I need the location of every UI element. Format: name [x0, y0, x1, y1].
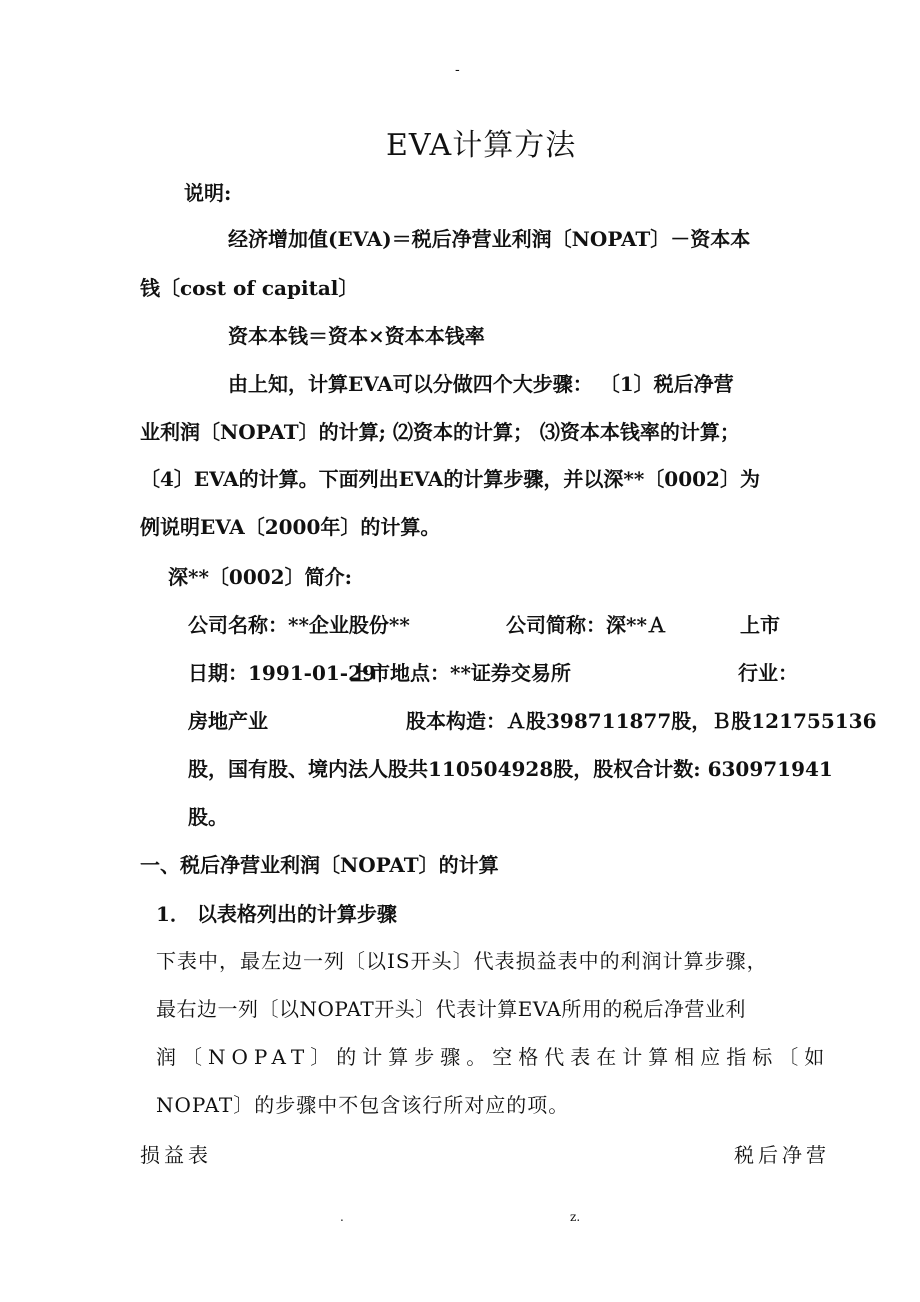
steps-line3: 〔4〕EVA的计算。下面列出EVA的计算步骤，并以深**〔0002〕为: [140, 467, 760, 491]
table-header-left: 损益表: [140, 1143, 212, 1167]
company-industry: 房地产业: [188, 709, 268, 733]
company-share-structure: 股本构造：Ａ股398711877股，Ｂ股121755136: [406, 709, 877, 733]
formula2: 资本本钱＝资本×资本本钱率: [228, 324, 485, 348]
footer-left: .: [340, 1210, 344, 1224]
company-short-name: 公司简称：深**Ａ: [506, 613, 667, 637]
section1-heading: 一、税后净营业利润〔NOPAT〕的计算: [140, 853, 499, 877]
section1-para-line3: 润〔NOPAT〕的计算步骤。空格代表在计算相应指标〔如: [156, 1045, 831, 1069]
section1-para-line1: 下表中，最左边一列〔以IS开头〕代表损益表中的利润计算步骤，: [156, 949, 768, 973]
company-listing-place: 上市地点：**证券交易所: [350, 661, 571, 685]
steps-line2: 业利润〔NOPAT〕的计算; ⑵资本的计算； ⑶资本本钱率的计算；: [140, 420, 740, 444]
section1-subheading: 1． 以表格列出的计算步骤: [156, 902, 397, 926]
footer-right: z.: [570, 1210, 581, 1224]
company-share-line3: 股。: [188, 805, 228, 829]
formula1-line1: 经济增加值(EVA)＝税后净营业利润〔NOPAT〕－资本本: [228, 227, 751, 251]
company-listing-date: 日期：1991-01-29: [188, 661, 376, 685]
company-name: 公司名称：**企业股份**: [188, 613, 410, 637]
formula1-line2: 钱〔cost of capital〕: [140, 276, 359, 300]
company-industry-label: 行业：: [738, 661, 798, 685]
company-share-line2: 股，国有股、境内法人股共110504928股，股权合计数: 630971941: [188, 757, 833, 781]
section1-para-line2: 最右边一列〔以NOPAT开头〕代表计算EVA所用的税后净营业利: [156, 997, 746, 1021]
section1-para-line4: NOPAT〕的步骤中不包含该行所对应的项。: [156, 1093, 570, 1117]
header-dash: -: [455, 62, 460, 78]
company-listing-label: 上市: [740, 613, 780, 637]
steps-line1: 由上知，计算EVA可以分做四个大步骤： 〔1〕税后净营: [228, 372, 734, 396]
note-label: 说明:: [184, 181, 232, 205]
steps-line4: 例说明EVA〔2000年〕的计算。: [140, 515, 441, 539]
company-heading: 深**〔0002〕简介:: [168, 565, 352, 589]
table-header-right: 税后净营: [734, 1143, 830, 1167]
page-title: EVA计算方法: [386, 128, 577, 163]
